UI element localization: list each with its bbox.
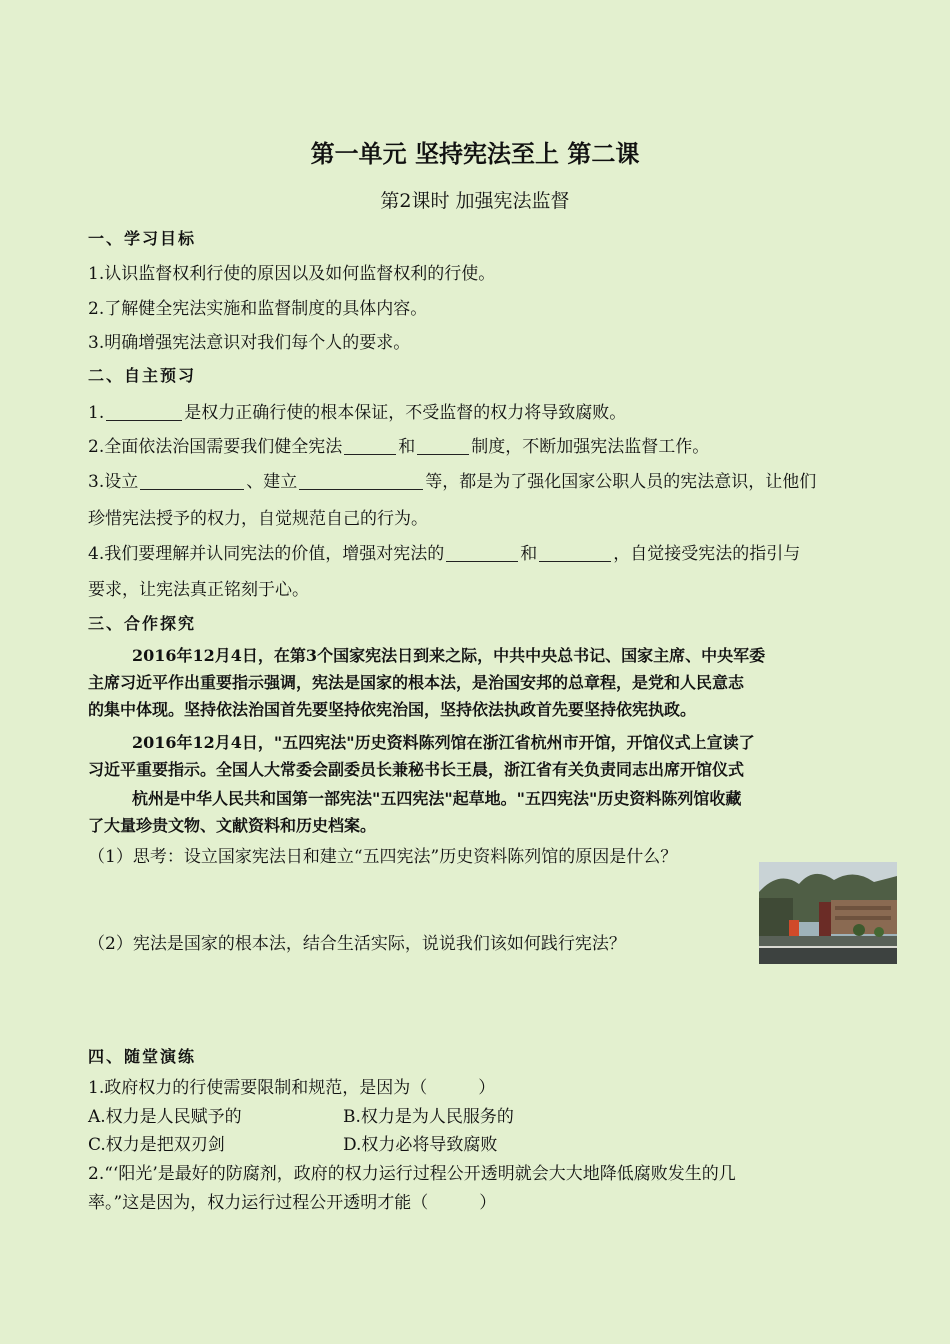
question-text: 3.设立 (88, 472, 139, 492)
preview-question-2 (88, 432, 709, 457)
section-heading-explore: 三、合作探究 (88, 614, 197, 633)
explore-question-1: （1）思考：设立国家宪法日和建立“五四宪法”历史资料陈列馆的原因是什么？ (88, 847, 678, 867)
lesson-subtitle: 第2课时 加强宪法监督 (380, 190, 570, 212)
museum-photo-drawing (759, 862, 897, 964)
reading-paragraph-line: 了大量珍贵文物、文献资料和历史档案。 (88, 816, 377, 835)
fill-blank[interactable] (539, 544, 611, 562)
question-text: 和 (398, 437, 416, 457)
reading-paragraph-line: 2016年12月4日，在第3个国家宪法日到来之际，中共中央总书记、国家主席、中央军委 (132, 646, 766, 665)
practice-question-1: 1.政府权力的行使需要限制和规范，是因为（ ） (88, 1078, 496, 1098)
option-a[interactable]: A.权力是人民赋予的 (88, 1107, 242, 1127)
reading-paragraph-line: 2016年12月4日，"五四宪法"历史资料陈列馆在浙江省杭州市开馆，开馆仪式上宣读了 (132, 733, 755, 752)
question-text: 制度，不断加强宪法监督工作。 (471, 437, 710, 457)
option-b[interactable]: B.权力是为人民服务的 (343, 1107, 514, 1127)
reading-paragraph-line: 的集中体现。坚持依法治国首先要坚持依宪治国，坚持依法执政首先要坚持依宪执政。 (88, 700, 697, 719)
question-text: 是权力正确行使的根本保证，不受监督的权力将导致腐败。 (184, 403, 627, 423)
fill-blank[interactable] (446, 544, 518, 562)
fill-blank[interactable] (299, 472, 423, 490)
question-text: 、建立 (246, 472, 298, 492)
page-title: 第一单元 坚持宪法至上 第二课 (310, 139, 640, 168)
goal-item: 2.了解健全宪法实施和监督制度的具体内容。 (88, 299, 428, 319)
option-d[interactable]: D.权力必将导致腐败 (343, 1135, 498, 1155)
question-text: 和 (520, 544, 538, 564)
question-text: 1. (88, 403, 105, 423)
fill-blank[interactable] (140, 472, 244, 490)
option-c[interactable]: C.权力是把双刃剑 (88, 1135, 225, 1155)
fill-blank[interactable] (106, 403, 182, 421)
fill-blank[interactable] (417, 437, 469, 455)
section-heading-goals: 一、学习目标 (88, 229, 197, 248)
museum-photo (759, 862, 897, 964)
section-heading-practice: 四、随堂演练 (88, 1047, 197, 1066)
preview-question-4-cont: 要求，让宪法真正铭刻于心。 (88, 580, 309, 600)
reading-paragraph-line: 习近平重要指示。全国人大常委会副委员长兼秘书长王晨，浙江省有关负责同志出席开馆仪式 (88, 760, 745, 779)
practice-question-2: 2.“‘阳光’是最好的防腐剂，政府的权力运行过程公开透明就会大大地降低腐败发生的几 (88, 1164, 736, 1184)
reading-paragraph-line: 主席习近平作出重要指示强调，宪法是国家的根本法，是治国安邦的总章程，是党和人民意志 (88, 673, 745, 692)
question-text: 4.我们要理解并认同宪法的价值，增强对宪法的 (88, 544, 445, 564)
fill-blank[interactable] (344, 437, 396, 455)
question-text: 2.全面依法治国需要我们健全宪法 (88, 437, 343, 457)
reading-paragraph-line: 杭州是中华人民共和国第一部宪法"五四宪法"起草地。"五四宪法"历史资料陈列馆收藏 (132, 789, 742, 808)
preview-question-3-cont: 珍惜宪法授予的权力，自觉规范自己的行为。 (88, 509, 428, 529)
question-text: ，自觉接受宪法的指引与 (613, 544, 801, 564)
preview-question-3 (88, 467, 816, 492)
practice-question-2-cont: 率。”这是因为，权力运行过程公开透明才能（ ） (88, 1193, 497, 1213)
goal-item: 1.认识监督权利行使的原因以及如何监督权利的行使。 (88, 264, 496, 284)
section-heading-preview: 二、自主预习 (88, 366, 197, 385)
goal-item: 3.明确增强宪法意识对我们每个人的要求。 (88, 333, 411, 353)
question-text: 等，都是为了强化国家公职人员的宪法意识，让他们 (425, 472, 817, 492)
preview-question-4 (88, 539, 800, 564)
explore-question-2: （2）宪法是国家的根本法，结合生活实际，说说我们该如何践行宪法？ (88, 934, 626, 954)
preview-question-1 (88, 398, 626, 423)
